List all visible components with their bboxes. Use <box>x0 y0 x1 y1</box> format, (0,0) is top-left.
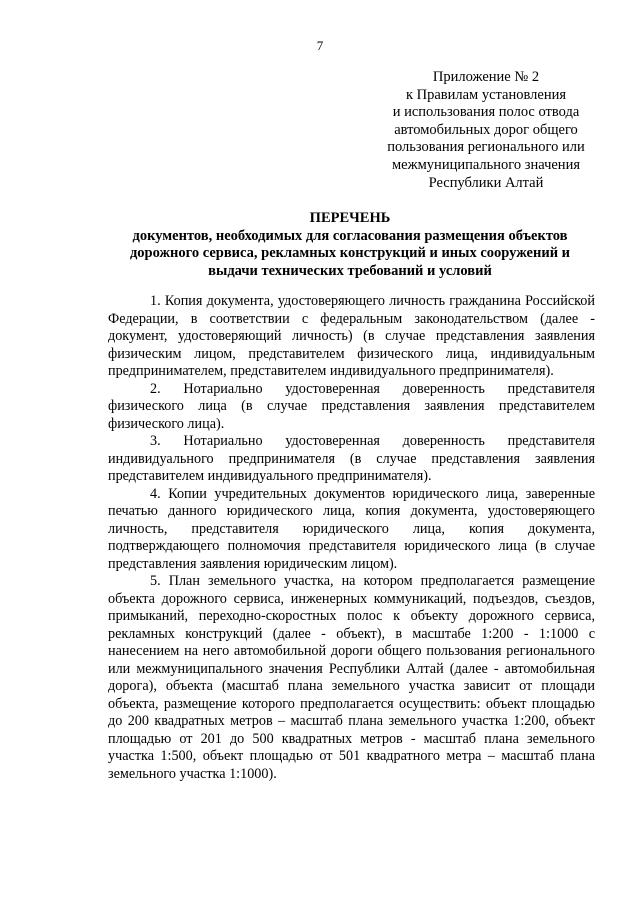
list-item-5: 5. План земельного участка, на котором предполагается размещение объекта дорожного сервиса, инженерных коммуникаций, подъездов, съездов, примыканий, переходно-скоростных полос к объекту дорожного сервиса, рекламных конструкций (далее - объект), в масштабе 1:200 - 1:1000 с нанесением на него автомобильной дороги общего пользования регионального или межмуниципального значения Республики Алтай (далее - автомобильная дорога), объекта (масштаб плана земельного участка зависит от площади объекта, размещение которого предполагается осуществить: объект площадью до 200 квадратных метров – масштаб плана земельного участка 1:200, объект площадью от 201 до 500 квадратных метров - масштаб плана земельного участка 1:500, объект площадью от 501 квадратного метра – масштаб плана земельного участка 1:1000). <box>108 573 595 782</box>
document-heading <box>60 210 640 280</box>
list-item-4: 4. Копии учредительных документов юридического лица, заверенные печатью данного юридического лица, копия документа, удостоверяющего личность, представителя юридического лица, копия документа, подтверждающего полномочия представителя юридического лица (в случае представления заявления юридическим лицом). <box>108 485 595 572</box>
document-subtitle-line: дорожного сервиса, рекламных конструкций и иных сооружений и <box>129 245 571 261</box>
document-body <box>108 293 595 783</box>
list-item-3: 3. Нотариально удостоверенная доверенность представителя индивидуального предпринимателя (в случае представления заявления представителем индивидуального предпринимателя). <box>108 433 595 484</box>
appendix-line: и использования полос отвода <box>392 104 580 121</box>
document-subtitle-line: документов, необходимых для согласования размещения объектов <box>132 227 568 244</box>
document-title: ПЕРЕЧЕНЬ <box>309 210 391 226</box>
appendix-line: Приложение № 2 <box>432 69 540 85</box>
page-number: 7 <box>316 38 324 53</box>
list-item-1: 1. Копия документа, удостоверяющего личность гражданина Российской Федерации, в соответствии с федеральным законодательством (далее - документ, удостоверяющий личность) (в случае представления заявления физическим лицом, представителем физического лица, индивидуальным предпринимателем, представителем индивидуального предпринимателя). <box>108 293 595 379</box>
list-item-2: 2. Нотариально удостоверенная доверенность представителя физического лица (в случае представления заявления представителем физического лица). <box>108 380 595 432</box>
appendix-line: автомобильных дорог общего <box>394 121 578 138</box>
appendix-line: к Правилам установления <box>405 86 567 103</box>
appendix-line: пользования регионального или <box>387 139 585 156</box>
appendix-header <box>355 69 617 192</box>
appendix-line: межмуниципального значения <box>392 156 580 173</box>
appendix-line: Республики Алтай <box>428 174 544 191</box>
document-subtitle-line: выдачи технических требований и условий <box>208 262 492 279</box>
